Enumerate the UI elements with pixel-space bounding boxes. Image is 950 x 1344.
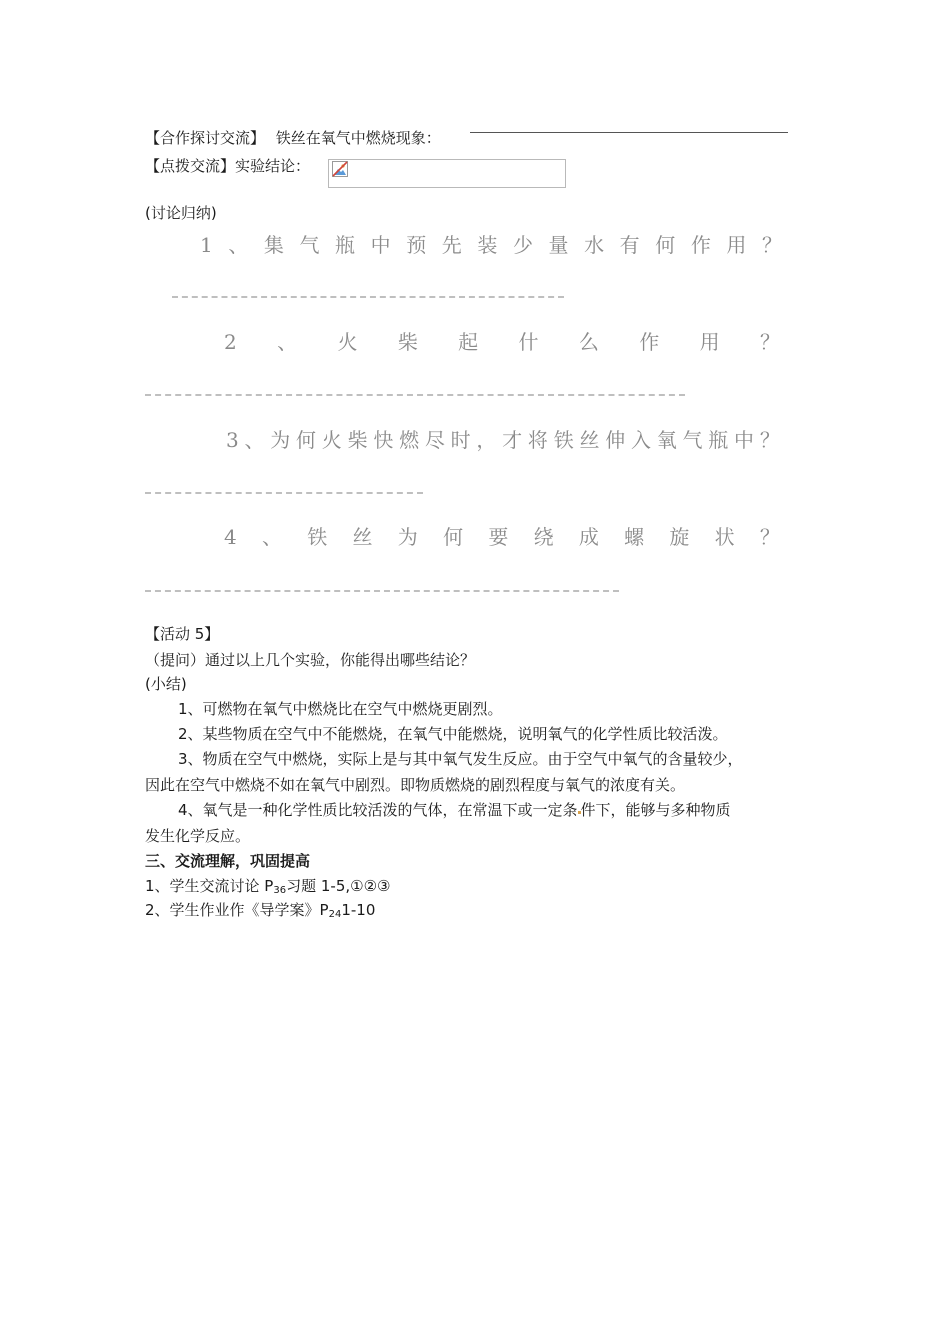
question-char: 作 [690, 233, 711, 257]
question-char: 燃 [399, 428, 420, 452]
answer-dashed-line [145, 492, 423, 494]
summary-item-4-cont: 发生化学反应。 [145, 827, 251, 845]
question-char: 预 [406, 233, 427, 257]
homework-text: 1-10 [341, 901, 376, 919]
question-char: ， [476, 428, 497, 452]
question-char: 少 [512, 233, 533, 257]
question-char: 气 [299, 233, 320, 257]
broken-image-icon [332, 161, 348, 177]
question-separator: 、 [228, 233, 249, 257]
question-2 [224, 330, 780, 354]
question-char: 才 [502, 428, 523, 452]
question-char: 何 [443, 525, 464, 549]
question-char: 为 [397, 525, 418, 549]
question-char: 中 [370, 233, 391, 257]
question-char: 柴 [347, 428, 368, 452]
homework-text: 2、学生作业作《导学案》P [145, 901, 329, 919]
question-separator: 、 [244, 428, 265, 452]
question-number: 1 [200, 233, 213, 257]
summary-item-3: 3、物质在空气中燃烧，实际上是与其中氧气发生反应。由于空气中氧气的含量较少， [178, 750, 743, 768]
summary-item-2: 2、某些物质在空气中不能燃烧，在氧气中能燃烧，说明氧气的化学性质比较活泼。 [178, 725, 728, 743]
question-char: 气 [682, 428, 703, 452]
question-3 [226, 428, 780, 452]
question-char: 伸 [605, 428, 626, 452]
question-separator: 、 [262, 525, 282, 549]
question-number: 4 [224, 525, 237, 549]
question-char: 火 [337, 330, 358, 354]
question-char: 火 [321, 428, 342, 452]
homework-text: 1、学生交流讨论 P [145, 877, 274, 895]
section-prompt: 实验结论： [235, 157, 311, 175]
homework-line-1 [145, 876, 390, 901]
question-char: 用 [726, 233, 747, 257]
homework-text: 习题 1-5,①②③ [286, 877, 391, 895]
answer-dashed-line [145, 590, 619, 592]
summary-item-4 [178, 800, 731, 820]
question-char: ？ [761, 233, 782, 257]
question-char: 量 [548, 233, 569, 257]
question-char: 瓶 [708, 428, 729, 452]
question-char: 么 [578, 330, 599, 354]
image-placeholder-box [328, 159, 566, 188]
question-char: 水 [584, 233, 605, 257]
question-char: 丝 [352, 525, 373, 549]
activity-question: （提问）通过以上几个实验，你能得出哪些结论？ [145, 651, 476, 669]
question-char: 集 [263, 233, 284, 257]
page-subscript: 36 [273, 885, 287, 896]
question-4 [224, 525, 780, 549]
question-char: 先 [441, 233, 462, 257]
question-char: 有 [619, 233, 640, 257]
question-number: 2 [224, 330, 237, 354]
section-3-heading: 三、交流理解，巩固提高 [145, 852, 311, 870]
question-char: 时 [450, 428, 471, 452]
question-char: 起 [458, 330, 479, 354]
summary-item-1: 1、可燃物在氧气中燃烧比在空气中燃烧更剧烈。 [178, 700, 503, 718]
question-char: 成 [578, 525, 599, 549]
question-char: 柴 [397, 330, 418, 354]
page-subscript: 24 [328, 909, 342, 920]
question-char: ？ [759, 428, 780, 452]
question-char: ？ [759, 525, 780, 549]
question-char: 什 [518, 330, 539, 354]
question-char: 瓶 [335, 233, 356, 257]
question-char: 何 [655, 233, 676, 257]
question-char: 要 [488, 525, 509, 549]
activity-5-heading: 【活动 5】 [145, 625, 220, 643]
summary-label: (小结) [145, 675, 187, 693]
summary-item-4-part: 件下，能够与多种物质 [580, 801, 731, 819]
question-char: 螺 [624, 525, 645, 549]
summary-item-4-part: 4、氧气是一种化学性质比较活泼的气体，在常温下或一定条 [178, 801, 578, 819]
section-prompt: 铁丝在氧气中燃烧现象： [275, 129, 441, 147]
section-label: 【点拨交流】 [145, 157, 236, 175]
question-char: 铁 [307, 525, 328, 549]
answer-dashed-line [172, 296, 564, 298]
question-char: 铁 [553, 428, 574, 452]
question-char: 氧 [656, 428, 677, 452]
question-char: 作 [639, 330, 660, 354]
question-char: ？ [759, 330, 780, 354]
question-char: 中 [734, 428, 755, 452]
cooperation-discussion-line [145, 128, 441, 148]
question-char: 将 [527, 428, 548, 452]
question-1 [200, 233, 782, 257]
discussion-heading: (讨论归纳) [145, 204, 217, 222]
answer-dashed-line [145, 394, 685, 396]
question-char: 快 [373, 428, 394, 452]
guidance-exchange-line [145, 156, 310, 176]
homework-line-2 [145, 900, 375, 925]
question-char: 尽 [424, 428, 445, 452]
section-label: 【合作探讨交流】 [145, 129, 266, 147]
question-char: 装 [477, 233, 498, 257]
summary-item-3-cont: 因此在空气中燃烧不如在氧气中剧烈。即物质燃烧的剧烈程度与氧气的浓度有关。 [145, 776, 686, 794]
question-char: 何 [296, 428, 317, 452]
question-char: 绕 [533, 525, 554, 549]
question-char: 旋 [669, 525, 690, 549]
question-char: 入 [630, 428, 651, 452]
question-char: 用 [699, 330, 720, 354]
question-char: 丝 [579, 428, 600, 452]
question-char: 状 [714, 525, 735, 549]
question-separator: 、 [277, 330, 298, 354]
question-char: 为 [270, 428, 291, 452]
answer-blank-line [470, 131, 788, 133]
question-number: 3 [226, 428, 239, 452]
